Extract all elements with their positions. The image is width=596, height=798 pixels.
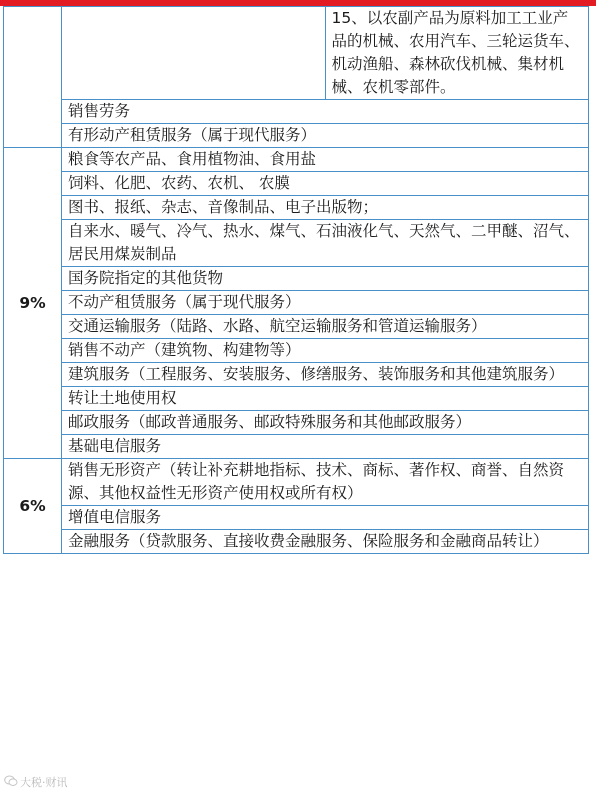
item-cell: 不动产租赁服务（属于现代服务）: [62, 291, 589, 315]
item-cell: 自来水、暖气、冷气、热水、煤气、石油液化气、天然气、二甲醚、沼气、居民用煤炭制品: [62, 220, 589, 267]
rate-cell-6: 6%: [4, 459, 62, 554]
item-cell: 销售无形资产（转让补充耕地指标、技术、商标、著作权、商誉、自然资源、其他权益性无形资产使用权或所有权）: [62, 459, 589, 506]
table-row: [4, 363, 589, 387]
table-row: [4, 387, 589, 411]
table-row: [4, 315, 589, 339]
item-cell: 销售不动产（建筑物、构建物等）: [62, 339, 589, 363]
item-cell: 金融服务（贷款服务、直接收费金融服务、保险服务和金融商品转让）: [62, 530, 589, 554]
item-cell: 国务院指定的其他货物: [62, 267, 589, 291]
table-row: [4, 267, 589, 291]
vat-rate-table: [3, 6, 589, 554]
watermark: [4, 774, 68, 790]
item-cell: 粮食等农产品、食用植物油、食用盐: [62, 148, 589, 172]
rate-cell-prev: [4, 7, 62, 148]
item-cell: 转让土地使用权: [62, 387, 589, 411]
table-row: [4, 220, 589, 267]
table-row: [4, 172, 589, 196]
table-row: [4, 506, 589, 530]
item-cell: 15、以农副产品为原料加工工业产品的机械、农用汽车、三轮运货车、机动渔船、森林砍伐机械、集材机械、农机零部件。: [325, 7, 589, 100]
table-row: [4, 291, 589, 315]
table-row: [4, 435, 589, 459]
watermark-text: 大税·财讯: [20, 776, 68, 789]
subcategory-cell: [62, 7, 326, 100]
item-cell: 销售劳务: [62, 100, 589, 124]
item-cell: 基础电信服务: [62, 435, 589, 459]
item-cell: 有形动产租赁服务（属于现代服务）: [62, 124, 589, 148]
item-cell: 交通运输服务（陆路、水路、航空运输服务和管道运输服务）: [62, 315, 589, 339]
table-row: [4, 100, 589, 124]
item-cell: 建筑服务（工程服务、安装服务、修缮服务、装饰服务和其他建筑服务）: [62, 363, 589, 387]
table-row: [4, 459, 589, 506]
table-row: [4, 148, 589, 172]
table-row: [4, 339, 589, 363]
table-row: [4, 530, 589, 554]
item-cell: 增值电信服务: [62, 506, 589, 530]
table-row: [4, 411, 589, 435]
wechat-icon: [4, 775, 18, 790]
rate-cell-9: 9%: [4, 148, 62, 459]
table-row: [4, 124, 589, 148]
table-row: [4, 196, 589, 220]
table-row: [4, 7, 589, 100]
item-cell: 图书、报纸、杂志、音像制品、电子出版物；: [62, 196, 589, 220]
item-cell: 邮政服务（邮政普通服务、邮政特殊服务和其他邮政服务）: [62, 411, 589, 435]
item-cell: 饲料、化肥、农药、农机、 农膜: [62, 172, 589, 196]
